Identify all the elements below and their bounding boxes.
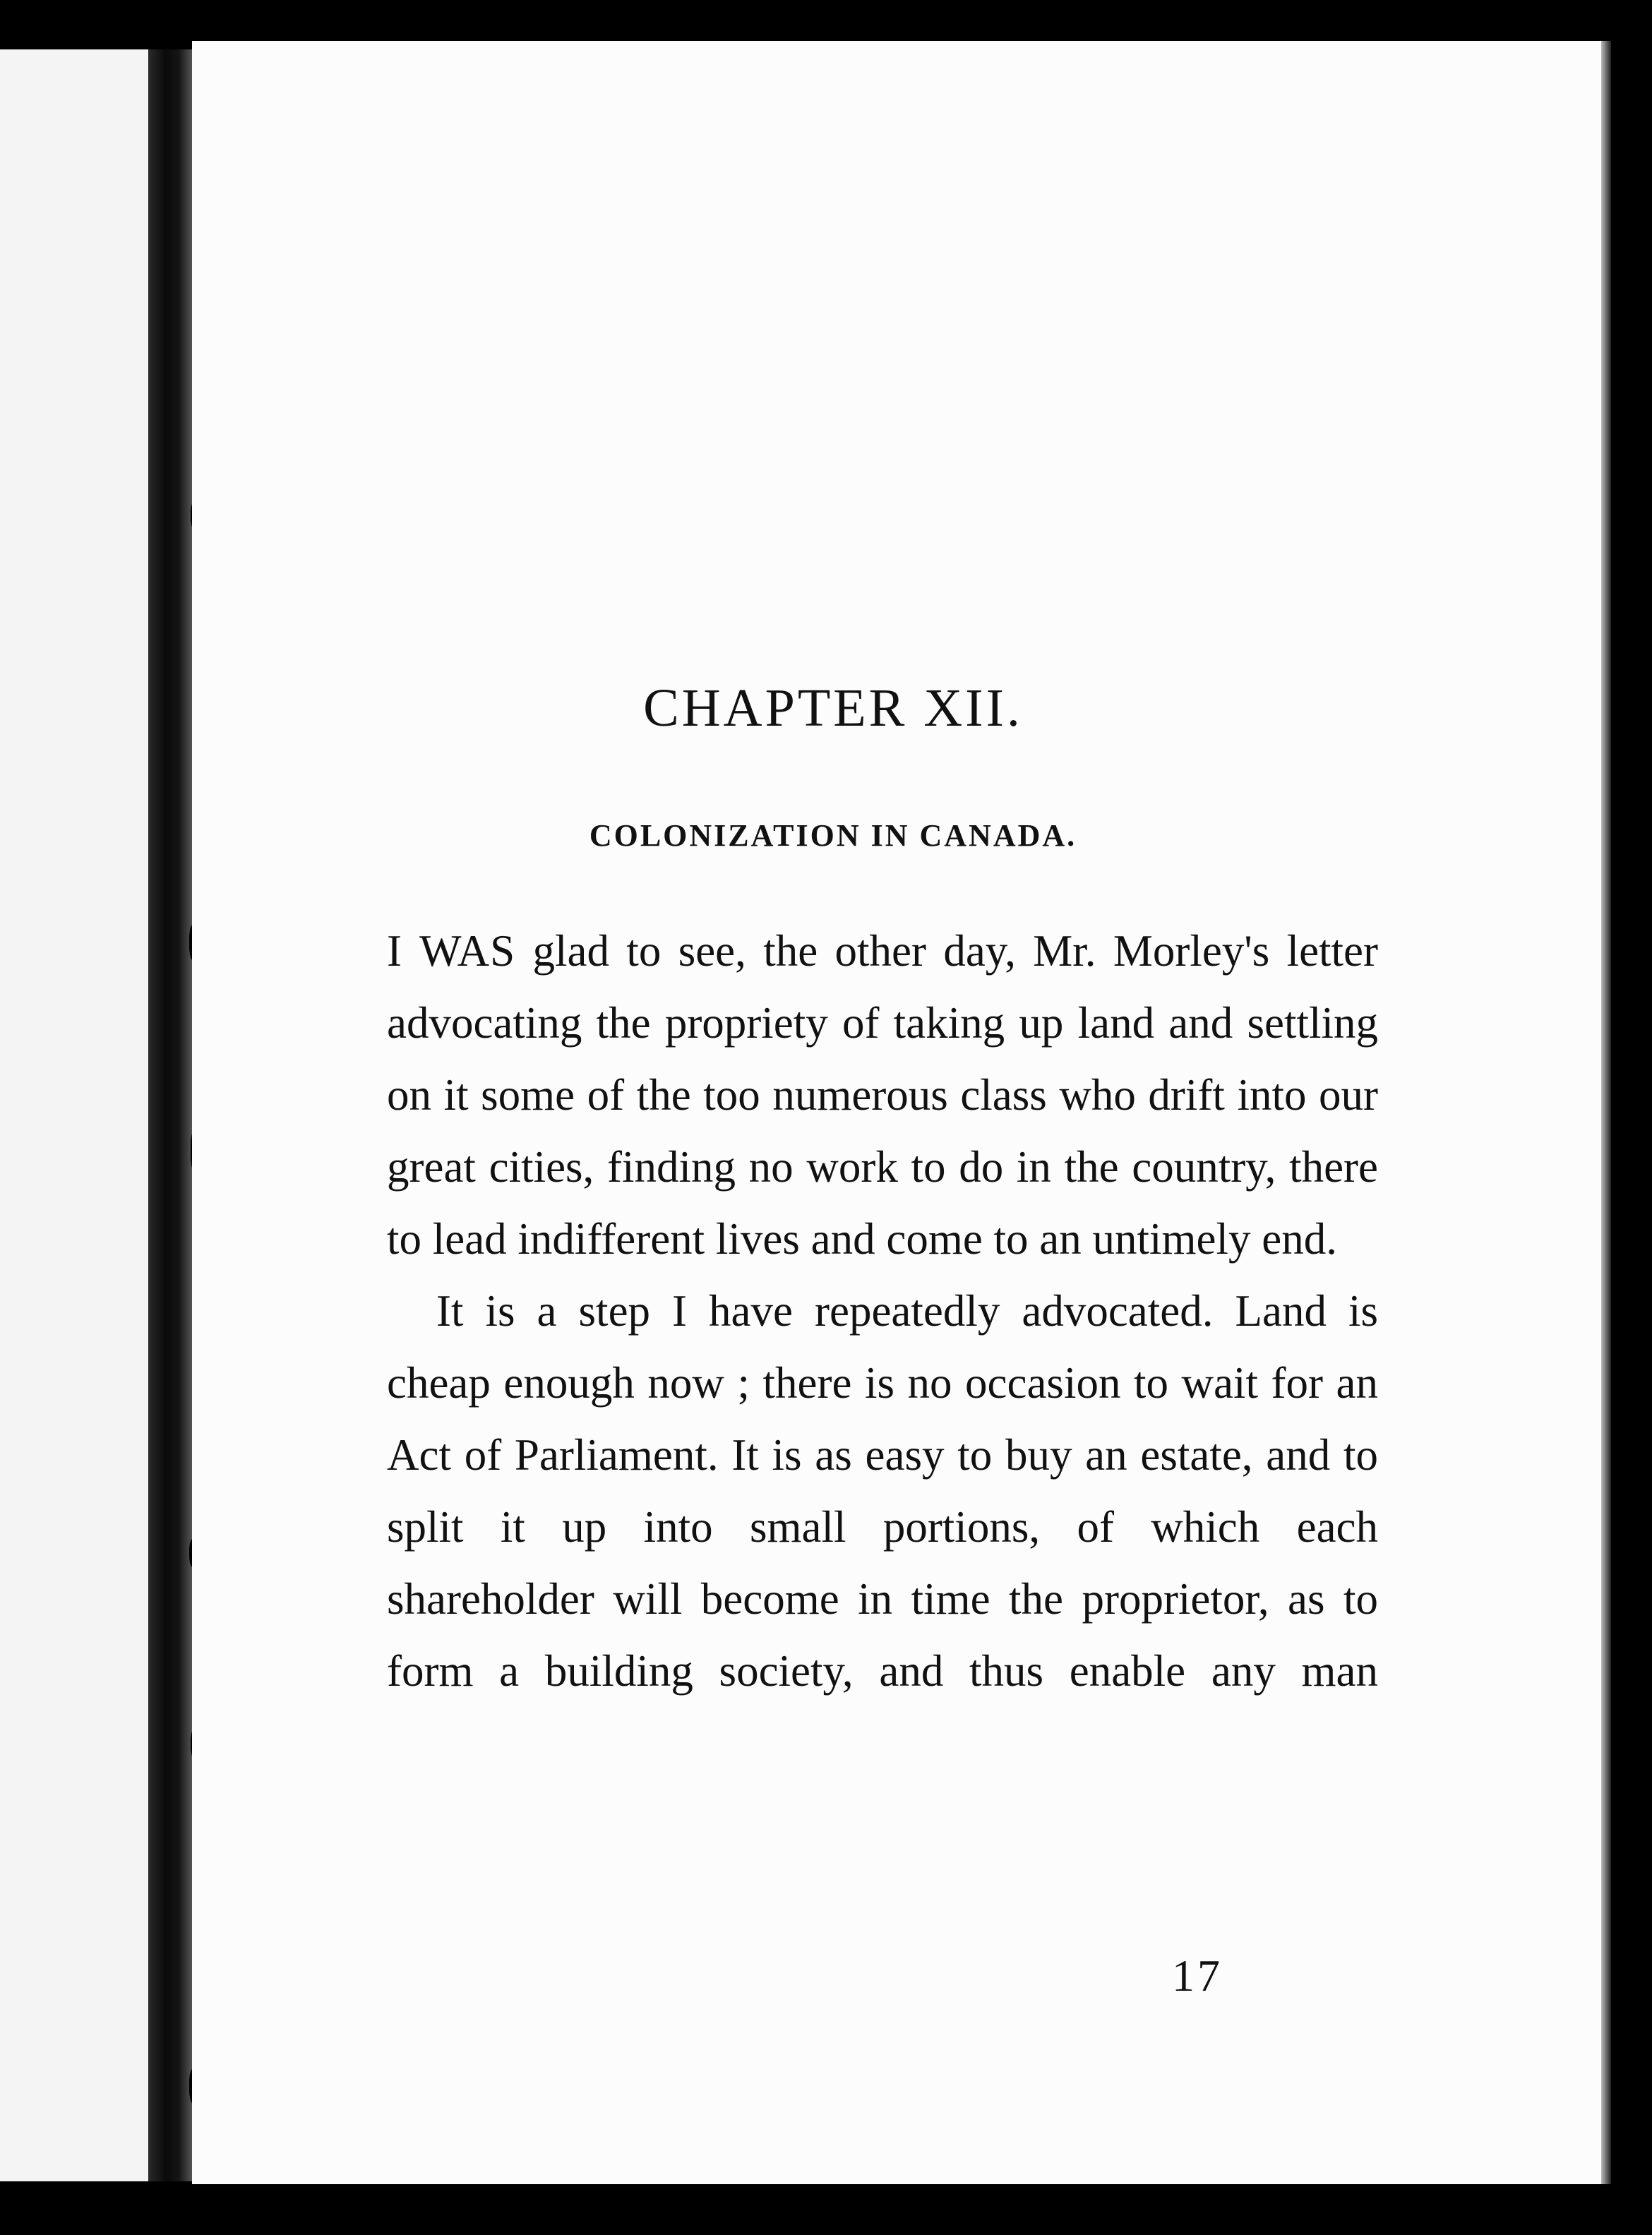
body-text bbox=[387, 915, 1378, 1707]
paragraph-1-text: glad to see, the other day, Mr. Morley's letter advocating the propriety of taking up land and settling on it some of the too numerous class who drift into our great cities, finding no work to do in the country, there to lead indifferent lives and come to an untimely end. bbox=[387, 926, 1378, 1264]
facing-page-edge bbox=[0, 49, 148, 2181]
opening-words: I WAS bbox=[387, 926, 516, 976]
page-right-edge bbox=[1601, 41, 1611, 2184]
paragraph-1 bbox=[387, 915, 1378, 1275]
chapter-subtitle: COLONIZATION IN CANADA. bbox=[589, 818, 1077, 853]
paragraph-2: It is a step I have repeatedly advocated. Land is cheap enough now ; there is no occasion to wait for an Act of Parliament. It is as easy to buy an estate, and to split it up into small portions, of which each shareholder will become in time the proprietor, as to form a building society, and thus enable any man bbox=[387, 1286, 1378, 1696]
chapter-title: CHAPTER XII. bbox=[643, 678, 1023, 738]
page-number: 17 bbox=[1172, 1951, 1223, 2001]
book-gutter bbox=[148, 49, 192, 2181]
